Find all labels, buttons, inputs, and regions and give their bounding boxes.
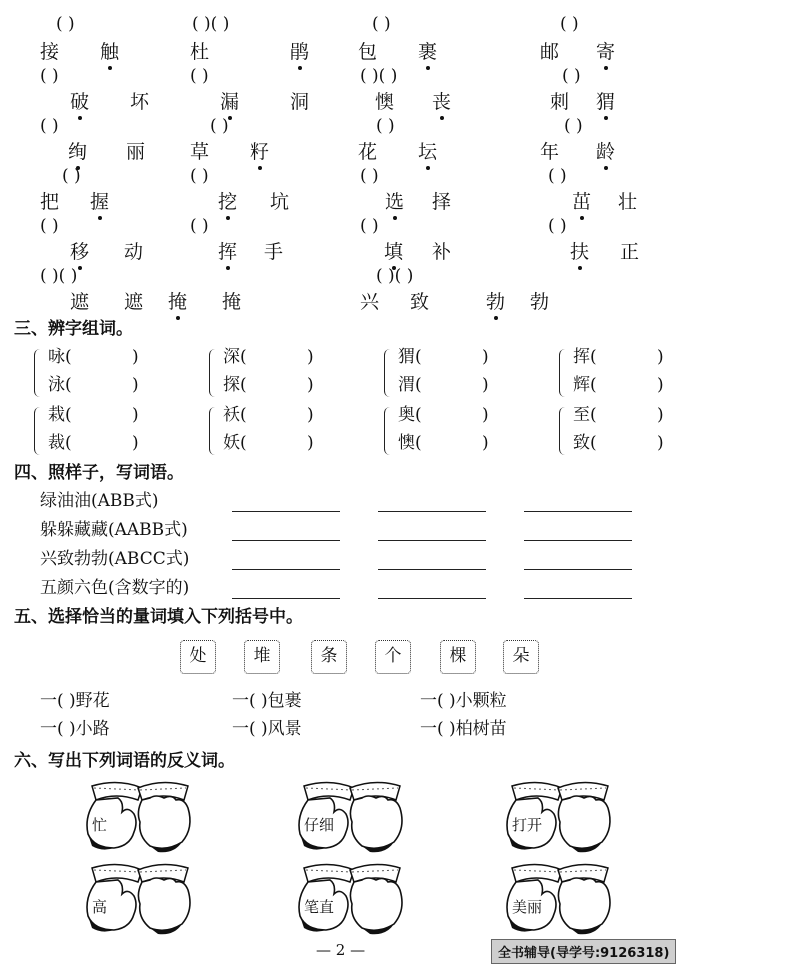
answer-line[interactable]	[524, 598, 632, 599]
section4-title: 四、照样子，写词语。	[14, 463, 184, 483]
hanzi-char	[168, 290, 187, 314]
emphasis-dot	[226, 216, 230, 220]
pattern-example: 躲躲藏藏(AABB式)	[40, 520, 188, 540]
mitten-word: 仔细	[304, 816, 335, 834]
brace-mark	[559, 349, 568, 397]
hanzi-text: 挖	[218, 190, 237, 214]
hanzi-text: 花	[358, 141, 378, 163]
pattern-example: 绿油油(ABB式)	[40, 491, 159, 511]
char-item: 咏(	[48, 347, 72, 367]
hanzi-char	[40, 40, 59, 64]
hanzi-text: 懊	[375, 91, 395, 113]
pinyin-blank[interactable]: ( )	[40, 66, 59, 86]
char-item: 渭(	[398, 375, 422, 395]
hanzi-char	[620, 240, 639, 264]
hanzi-char	[126, 140, 145, 164]
emphasis-dot	[604, 66, 608, 70]
brace-mark	[209, 349, 218, 397]
answer-line[interactable]	[232, 569, 340, 570]
pinyin-blank[interactable]: ( )	[360, 216, 379, 236]
char-blank-close[interactable]: )	[307, 405, 314, 425]
hanzi-text: 茁	[572, 190, 591, 214]
hanzi-char	[218, 190, 237, 214]
hanzi-text: 移	[70, 240, 89, 264]
hanzi-char	[124, 290, 143, 314]
hanzi-text: 坑	[270, 191, 290, 213]
hanzi-char	[264, 240, 283, 264]
hanzi-text: 握	[90, 190, 109, 214]
hanzi-text: 兴	[360, 291, 380, 313]
pinyin-blank[interactable]: ( )( )	[40, 266, 78, 286]
answer-line[interactable]	[524, 511, 632, 512]
hanzi-char	[418, 140, 437, 164]
hanzi-char	[70, 90, 89, 114]
pinyin-blank[interactable]: ( )	[40, 216, 59, 236]
hanzi-char	[432, 90, 451, 114]
hanzi-char	[596, 40, 615, 64]
measure-fill-item[interactable]: 一( )包裹	[232, 691, 302, 711]
hanzi-char	[100, 40, 119, 64]
char-blank-close[interactable]: )	[132, 433, 139, 453]
hanzi-text: 杜	[190, 41, 210, 63]
pinyin-blank[interactable]: ( )	[190, 66, 209, 86]
emphasis-dot	[440, 116, 444, 120]
emphasis-dot	[226, 266, 230, 270]
answer-line[interactable]	[378, 511, 486, 512]
char-item: 栽(	[48, 405, 72, 425]
hanzi-text: 择	[432, 191, 452, 213]
char-blank-close[interactable]: )	[307, 347, 314, 367]
hanzi-text: 掩	[222, 291, 242, 313]
hanzi-char	[358, 140, 377, 164]
emphasis-dot	[426, 166, 430, 170]
hanzi-text: 接	[40, 41, 60, 63]
char-blank-close[interactable]: )	[307, 433, 314, 453]
emphasis-dot	[426, 66, 430, 70]
mitten-word: 打开	[512, 816, 543, 834]
measure-word-box: 堆	[244, 640, 280, 674]
char-blank-close[interactable]: )	[307, 375, 314, 395]
emphasis-dot	[78, 116, 82, 120]
pinyin-blank[interactable]: ( )	[56, 14, 75, 34]
answer-line[interactable]	[524, 569, 632, 570]
hanzi-char	[385, 190, 404, 214]
measure-word-box: 处	[180, 640, 216, 674]
char-item: 懊(	[398, 433, 422, 453]
char-item: 探(	[223, 375, 247, 395]
emphasis-dot	[494, 316, 498, 320]
measure-word-box: 个	[375, 640, 411, 674]
page-number: — 2 —	[316, 941, 366, 959]
hanzi-text: 选	[385, 190, 404, 214]
hanzi-text: 猬	[596, 90, 615, 114]
book-code-badge: 全书辅导(导学号:9126318)	[491, 939, 676, 964]
hanzi-char	[432, 240, 451, 264]
hanzi-char	[220, 90, 239, 114]
brace-mark	[34, 407, 43, 455]
char-item: 致(	[573, 433, 597, 453]
measure-word-box: 条	[311, 640, 347, 674]
brace-mark	[559, 407, 568, 455]
mitten-pair	[498, 858, 620, 938]
pinyin-blank[interactable]: ( )	[360, 166, 379, 186]
brace-mark	[34, 349, 43, 397]
char-item: 至(	[573, 405, 597, 425]
answer-line[interactable]	[378, 598, 486, 599]
emphasis-dot	[98, 216, 102, 220]
hanzi-char	[418, 40, 437, 64]
hanzi-text: 触	[100, 40, 119, 64]
hanzi-text: 漏	[220, 90, 239, 114]
answer-line[interactable]	[378, 540, 486, 541]
char-item: 辉(	[573, 375, 597, 395]
char-item: 泳(	[48, 375, 72, 395]
hanzi-char	[190, 40, 209, 64]
hanzi-char	[384, 240, 403, 264]
hanzi-text: 正	[620, 241, 640, 263]
hanzi-text: 草	[190, 141, 210, 163]
emphasis-dot	[578, 266, 582, 270]
hanzi-char	[70, 290, 89, 314]
pinyin-blank[interactable]: ( )	[548, 166, 567, 186]
hanzi-text: 邮	[540, 41, 560, 63]
char-blank-close[interactable]: )	[657, 375, 664, 395]
section6-title: 六、写出下列词语的反义词。	[14, 751, 235, 771]
hanzi-char	[540, 40, 559, 64]
brace-mark	[384, 407, 393, 455]
hanzi-char	[360, 290, 379, 314]
hanzi-char	[250, 140, 269, 164]
hanzi-text: 寄	[596, 40, 615, 64]
pattern-example: 兴致勃勃(ABCC式)	[40, 549, 190, 569]
hanzi-text: 勃	[486, 290, 505, 314]
hanzi-text: 补	[432, 241, 452, 263]
hanzi-text: 遮	[70, 291, 90, 313]
hanzi-text: 裹	[418, 40, 437, 64]
pinyin-blank[interactable]: ( )	[560, 14, 579, 34]
hanzi-char	[572, 190, 591, 214]
hanzi-text: 坏	[130, 91, 150, 113]
hanzi-char	[410, 290, 429, 314]
hanzi-text: 勃	[530, 291, 550, 313]
mitten-pair	[498, 776, 620, 856]
emphasis-dot	[298, 66, 302, 70]
pinyin-blank[interactable]: ( )( )	[192, 14, 230, 34]
pinyin-blank[interactable]: ( )	[190, 216, 209, 236]
answer-line[interactable]	[378, 569, 486, 570]
hanzi-char	[375, 90, 394, 114]
char-item: 奥(	[398, 405, 422, 425]
hanzi-text: 手	[264, 241, 284, 263]
pinyin-blank[interactable]: ( )	[210, 116, 229, 136]
pinyin-blank[interactable]: ( )( )	[360, 66, 398, 86]
char-blank-close[interactable]: )	[657, 347, 664, 367]
emphasis-dot	[580, 216, 584, 220]
emphasis-dot	[258, 166, 262, 170]
hanzi-char	[358, 40, 377, 64]
hanzi-char	[290, 90, 309, 114]
hanzi-text: 致	[410, 291, 430, 313]
hanzi-text: 龄	[596, 140, 615, 164]
pinyin-blank[interactable]: ( )	[40, 116, 59, 136]
pinyin-blank[interactable]: ( )	[190, 166, 209, 186]
char-blank-close[interactable]: )	[482, 375, 489, 395]
hanzi-char	[570, 240, 589, 264]
mitten-pair	[290, 858, 412, 938]
char-blank-close[interactable]: )	[132, 347, 139, 367]
hanzi-text: 包	[358, 41, 378, 63]
hanzi-char	[190, 140, 209, 164]
hanzi-char	[596, 140, 615, 164]
hanzi-char	[486, 290, 505, 314]
hanzi-text: 刺	[550, 91, 570, 113]
mitten-word: 美丽	[512, 898, 543, 916]
measure-fill-item[interactable]: 一( )小颗粒	[420, 691, 507, 711]
hanzi-text: 绚	[68, 140, 87, 164]
mitten-word: 忙	[92, 816, 108, 834]
hanzi-text: 洞	[290, 91, 310, 113]
pinyin-blank[interactable]: ( )	[376, 116, 395, 136]
mitten-word: 笔直	[304, 898, 335, 916]
pattern-example: 五颜六色(含数字的)	[40, 578, 190, 598]
measure-fill-item[interactable]: 一( )小路	[40, 719, 110, 739]
section5-title: 五、选择恰当的量词填入下列括号中。	[14, 607, 303, 627]
hanzi-char	[68, 140, 87, 164]
answer-line[interactable]	[232, 598, 340, 599]
emphasis-dot	[604, 166, 608, 170]
hanzi-char	[290, 40, 309, 64]
section3-title: 三、辨字组词。	[14, 319, 133, 339]
measure-fill-item[interactable]: 一( )风景	[232, 719, 302, 739]
mitten-pair	[78, 776, 200, 856]
emphasis-dot	[176, 316, 180, 320]
hanzi-char	[270, 190, 289, 214]
measure-fill-item[interactable]: 一( )野花	[40, 691, 110, 711]
brace-mark	[384, 349, 393, 397]
hanzi-char	[530, 290, 549, 314]
measure-word-box: 朵	[503, 640, 539, 674]
measure-fill-item[interactable]: 一( )柏树苗	[420, 719, 507, 739]
brace-mark	[209, 407, 218, 455]
pinyin-blank[interactable]: ( )	[564, 116, 583, 136]
emphasis-dot	[393, 216, 397, 220]
hanzi-text: 鹃	[290, 40, 309, 64]
hanzi-text: 把	[40, 191, 60, 213]
pinyin-blank[interactable]: ( )	[372, 14, 391, 34]
hanzi-text: 坛	[418, 140, 437, 164]
hanzi-text: 丧	[432, 90, 451, 114]
pinyin-blank[interactable]: ( )( )	[376, 266, 414, 286]
hanzi-text: 籽	[250, 140, 269, 164]
answer-line[interactable]	[232, 511, 340, 512]
hanzi-text: 填	[384, 240, 403, 264]
hanzi-text: 扶	[570, 240, 589, 264]
emphasis-dot	[108, 66, 112, 70]
char-blank-close[interactable]: )	[482, 433, 489, 453]
hanzi-char	[222, 290, 241, 314]
char-item: 妖(	[223, 433, 247, 453]
char-item: 深(	[223, 347, 247, 367]
char-blank-close[interactable]: )	[132, 405, 139, 425]
char-blank-close[interactable]: )	[657, 433, 664, 453]
hanzi-char	[540, 140, 559, 164]
char-blank-close[interactable]: )	[482, 405, 489, 425]
emphasis-dot	[604, 116, 608, 120]
hanzi-char	[130, 90, 149, 114]
char-item: 袄(	[223, 405, 247, 425]
char-item: 裁(	[48, 433, 72, 453]
hanzi-char	[596, 90, 615, 114]
pinyin-blank[interactable]: ( )	[548, 216, 567, 236]
hanzi-char	[70, 240, 89, 264]
mitten-pair	[290, 776, 412, 856]
char-item: 挥(	[573, 347, 597, 367]
answer-line[interactable]	[524, 540, 632, 541]
hanzi-char	[40, 190, 59, 214]
hanzi-text: 壮	[618, 191, 638, 213]
hanzi-text: 遮	[124, 291, 144, 313]
hanzi-text: 动	[124, 241, 144, 263]
hanzi-char	[432, 190, 451, 214]
char-blank-close[interactable]: )	[657, 405, 664, 425]
hanzi-text: 挥	[218, 240, 237, 264]
hanzi-char	[218, 240, 237, 264]
hanzi-char	[618, 190, 637, 214]
char-blank-close[interactable]: )	[132, 375, 139, 395]
mitten-pair	[78, 858, 200, 938]
pinyin-blank[interactable]: ( )	[562, 66, 581, 86]
char-blank-close[interactable]: )	[482, 347, 489, 367]
hanzi-char	[90, 190, 109, 214]
hanzi-text: 破	[70, 90, 89, 114]
hanzi-text: 年	[540, 141, 560, 163]
hanzi-text: 丽	[126, 141, 146, 163]
measure-word-box: 棵	[440, 640, 476, 674]
emphasis-dot	[78, 266, 82, 270]
mitten-word: 高	[92, 898, 108, 916]
hanzi-text: 掩	[168, 290, 187, 314]
hanzi-char	[550, 90, 569, 114]
char-item: 猬(	[398, 347, 422, 367]
answer-line[interactable]	[232, 540, 340, 541]
hanzi-char	[124, 240, 143, 264]
pinyin-blank[interactable]: ( )	[62, 166, 81, 186]
